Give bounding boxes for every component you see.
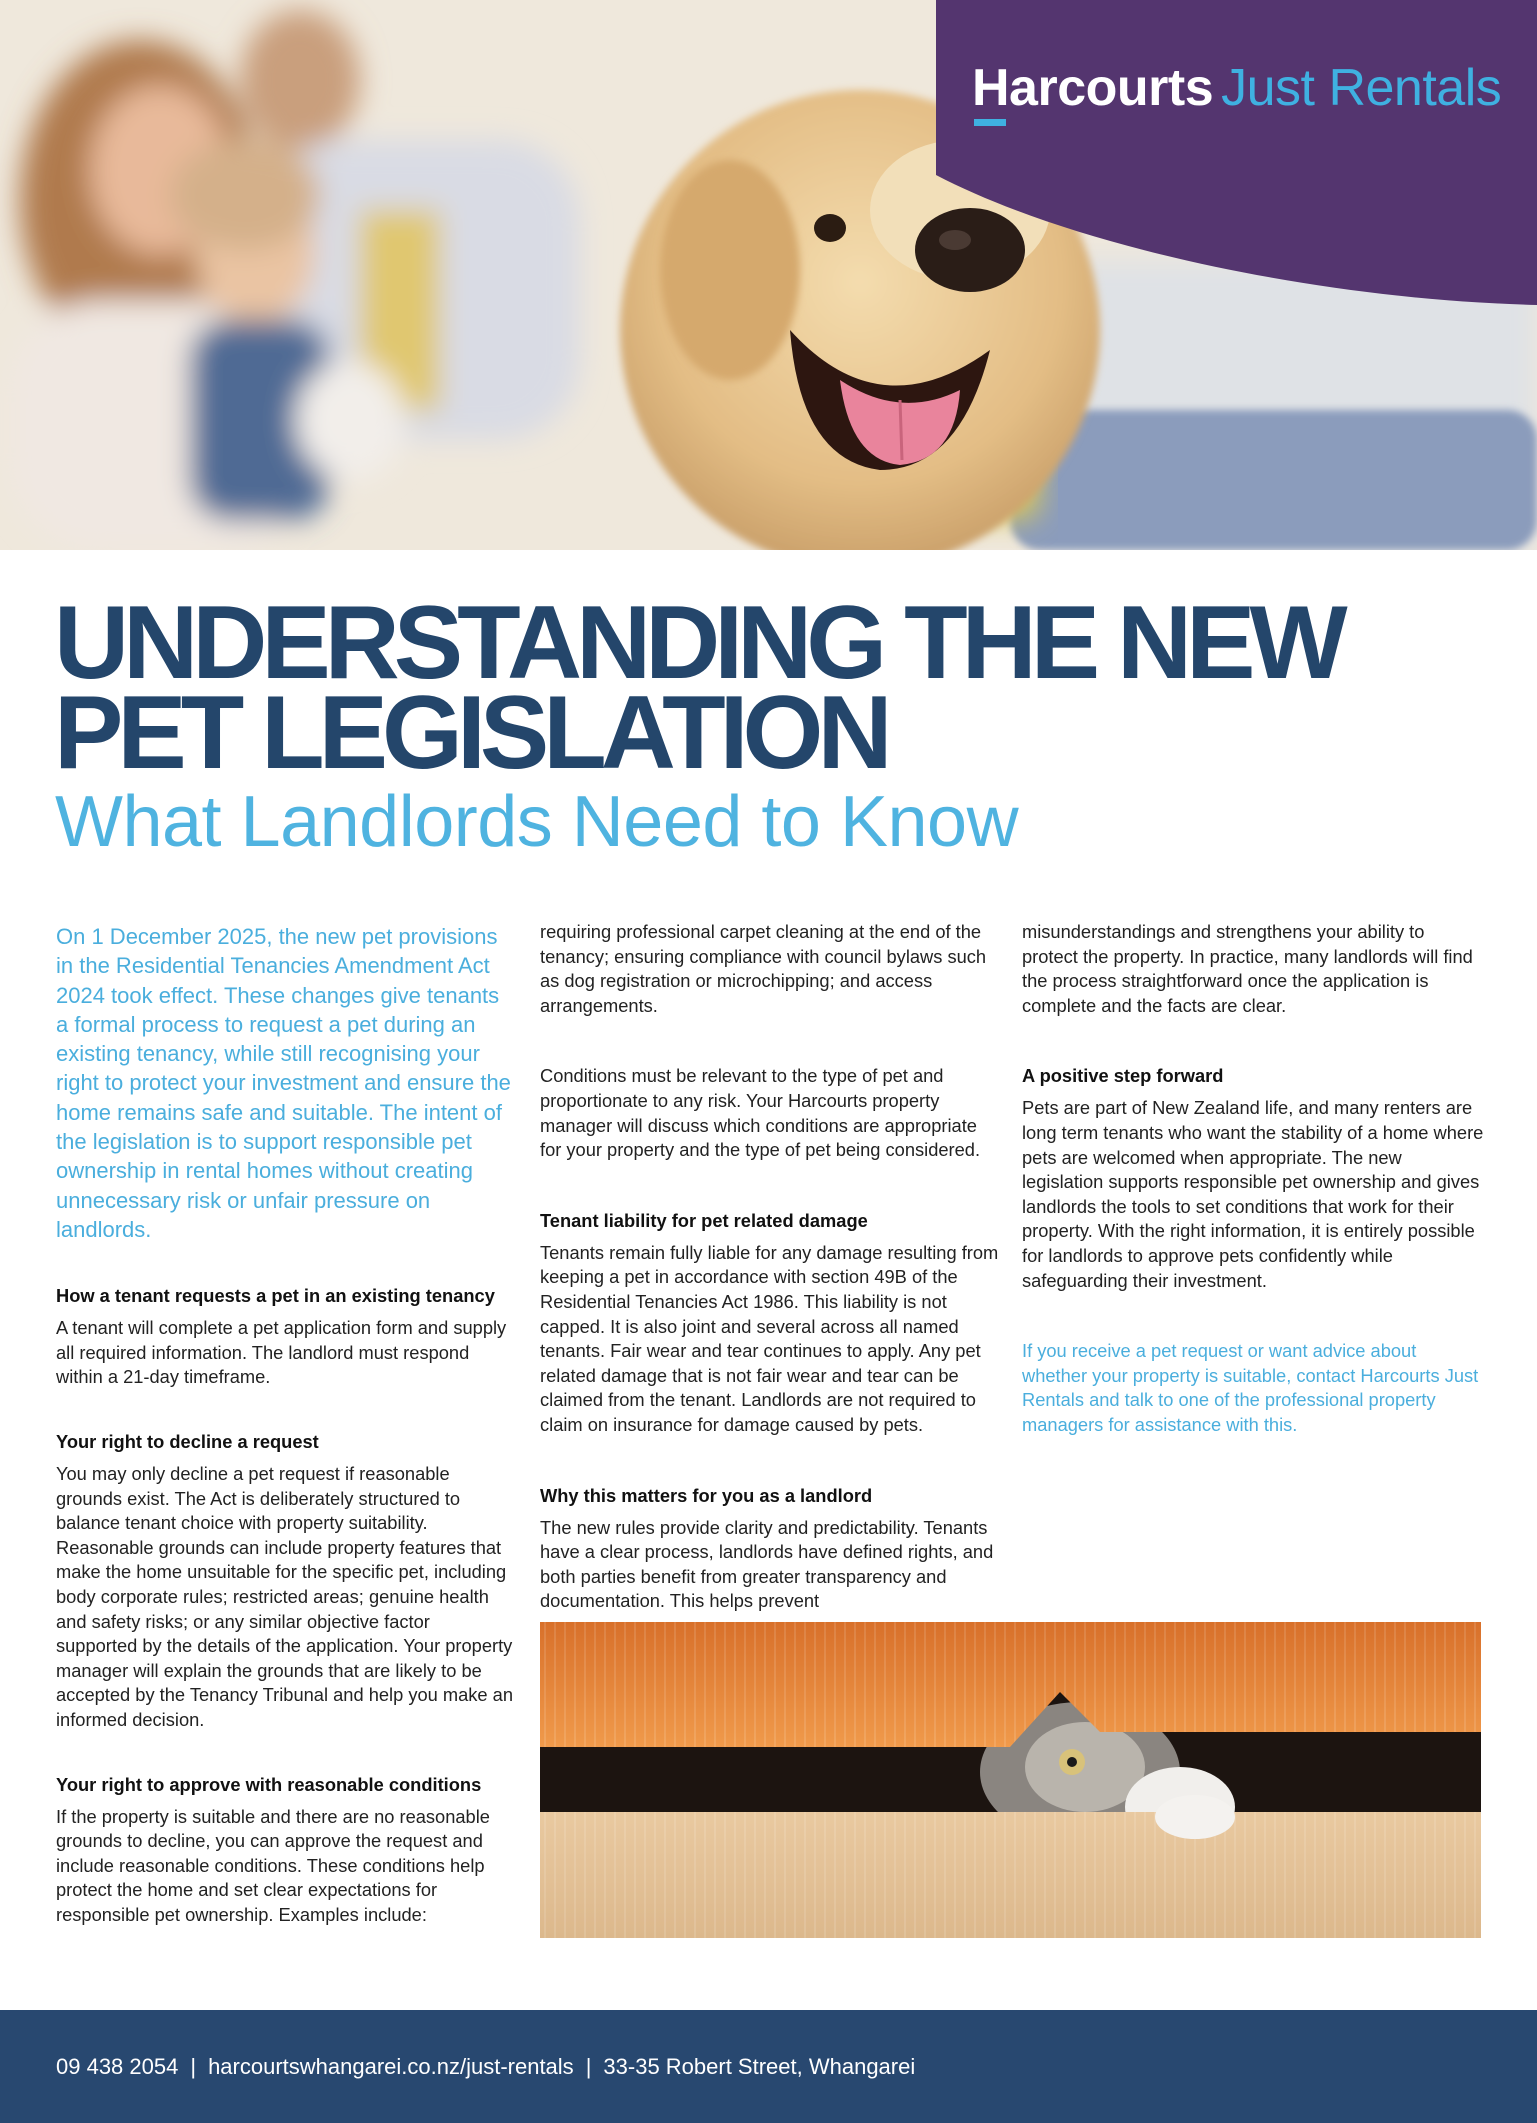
call-to-action: If you receive a pet request or want advice about whether your property is suitable, contact Harcourts Just Rentals and talk to one of the professional property managers for assistance with this. xyxy=(1022,1340,1479,1435)
section-body-approve: If the property is suitable and there are no reasonable grounds to decline, you can approve the request and include reasonable conditions. These conditions help protect the home and set clear expectations for responsible pet ownership. Examples include: xyxy=(56,1805,490,1925)
footer-phone[interactable]: 09 438 2054 xyxy=(56,2054,179,2079)
footer-address: 33-35 Robert Street, Whangarei xyxy=(603,2054,916,2079)
logo-accent-bar xyxy=(974,119,1006,126)
column-2 xyxy=(540,920,1002,1614)
footer-separator: | xyxy=(190,2054,197,2079)
footer-separator: | xyxy=(585,2054,592,2079)
section-heading-forward: A positive step forward xyxy=(1022,1065,1224,1087)
footer-website-link[interactable]: harcourtswhangarei.co.nz/just-rentals xyxy=(208,2054,574,2079)
section-heading-liability: Tenant liability for pet related damage xyxy=(540,1209,868,1231)
section-body-matters: The new rules provide clarity and predictability. Tenants have a clear process, landlords have defined rights, and both parties benefit from greater transparency and documentation. This helps prevent xyxy=(540,1516,994,1612)
section-body-forward: Pets are part of New Zealand life, and many renters are long term tenants who want the stability of a home where pets are welcomed when appropriate. The new legislation supports responsible pet ownership and gives landlords the tools to set conditions that work for their property. With the right information, it is entirely possible for landlords to approve pets confidently while safeguarding their investment. xyxy=(1022,1097,1484,1291)
section-heading-approve: Your right to approve with reasonable conditions xyxy=(56,1773,482,1795)
section-heading-request: How a tenant requests a pet in an existing tenancy xyxy=(56,1285,495,1307)
brand-band xyxy=(0,0,1537,320)
cat-in-box-photo xyxy=(540,1622,1481,1938)
section-body-liability: Tenants remain fully liable for any damage resulting from keeping a pet in accordance with section 49B of the Residential Tenancies Act 1986. This liability is not capped. It is also joint and several across all named tenants. Fair wear and tear continues to apply. Any pet related damage that is not fair wear and tear can be claimed from the tenant. Landlords are not required to claim on insurance for damage caused by pets. xyxy=(540,1241,999,1435)
column-3 xyxy=(1022,920,1484,1438)
hero-banner xyxy=(0,0,1537,550)
column-1 xyxy=(56,922,516,1928)
logo-text-light: Just Rentals xyxy=(1221,59,1502,117)
footer-bar xyxy=(0,2010,1537,2123)
section-body-conditions: Conditions must be relevant to the type of pet and proportionate to any risk. Your Harcourts property manager will discuss which conditions are appropriate for your property and the type of pet being considered. xyxy=(540,1065,981,1161)
intro-paragraph: On 1 December 2025, the new pet provisions in the Residential Tenancies Amendment Act 2024 took effect. These changes give tenants a formal process to request a pet during an existing tenancy, while still recognising your right to protect your investment and ensure the home remains safe and suitable. The intent of the legislation is to support responsible pet ownership in rental homes without creating unnecessary risk or unfair pressure on landlords. xyxy=(56,924,511,1242)
page-title: UNDERSTANDING THE NEW PET LEGISLATION xyxy=(54,585,1342,791)
footer-contact xyxy=(56,2054,915,2080)
section-body-matters-continued: misunderstandings and strengthens your ability to protect the property. In practice, many landlords will find the process straightforward once the application is complete and the facts are clear. xyxy=(1022,921,1473,1016)
harcourts-logo xyxy=(972,59,1502,117)
section-body-request: A tenant will complete a pet application form and supply all required information. The landlord must respond within a 21-day timeframe. xyxy=(56,1317,507,1388)
section-body-decline: You may only decline a pet request if reasonable grounds exist. The Act is deliberately structured to balance tenant choice with property suitability. Reasonable grounds can include property features that make the home unsuitable for the specific pet, including body corporate rules; restricted areas; genuine health and safety risks; or any similar objective factor supported by the details of the application. Your property manager will explain the grounds that are likely to be accepted by the Tenancy Tribunal and help you make an informed decision. xyxy=(56,1463,514,1730)
section-heading-matters: Why this matters for you as a landlord xyxy=(540,1484,873,1506)
page-subtitle: What Landlords Need to Know xyxy=(55,782,1019,862)
section-heading-decline: Your right to decline a request xyxy=(56,1431,319,1453)
logo-text-bold: Harcourts xyxy=(972,59,1214,117)
section-body-approve-continued: requiring professional carpet cleaning at the end of the tenancy; ensuring compliance with council bylaws such as dog registration or microchipping; and access arrangements. xyxy=(540,921,987,1016)
